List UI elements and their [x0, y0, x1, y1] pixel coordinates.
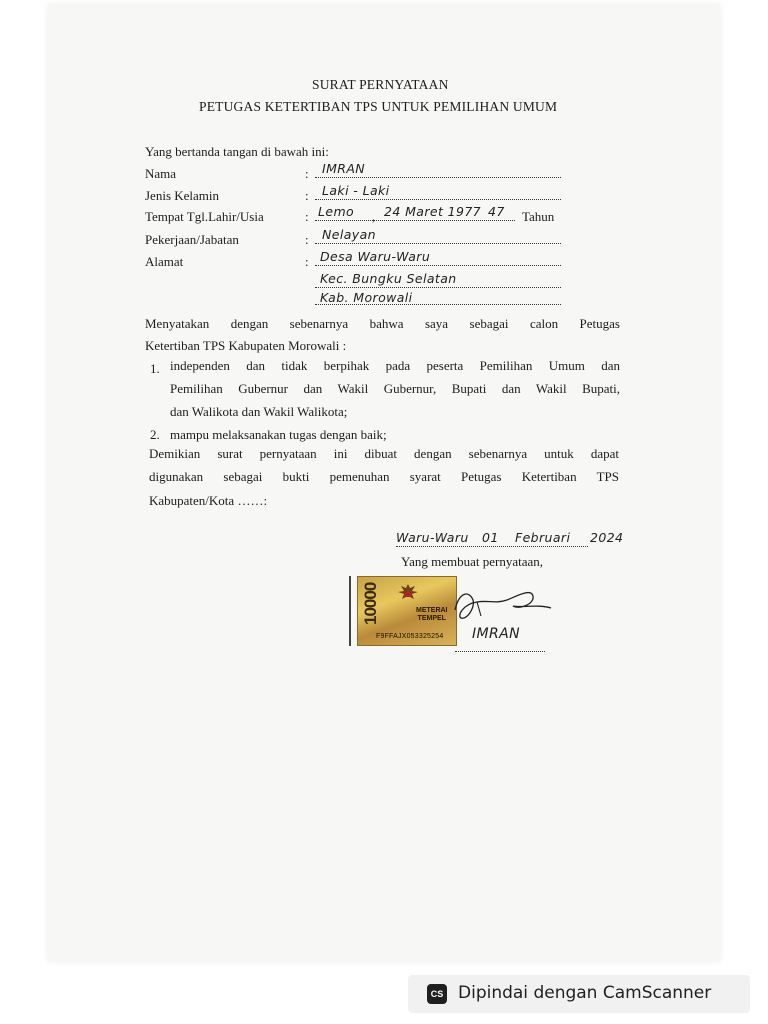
- item-1-line-3: dan Walikota dan Wakil Walikota;: [170, 404, 348, 419]
- document-title: SURAT PERNYATAAN: [312, 77, 449, 92]
- dotted-line: [315, 265, 561, 266]
- field-value-ttl-age: 47: [488, 204, 505, 219]
- signing-month: Februari: [515, 530, 571, 545]
- dotted-line: [315, 177, 561, 178]
- field-label-ttl: Tempat Tgl.Lahir/Usia: [145, 209, 264, 224]
- signing-place: Waru-Waru: [396, 530, 469, 545]
- item-1-number: 1.: [150, 361, 160, 376]
- field-ttl-suffix: Tahun: [522, 209, 555, 224]
- signature-scribble: [447, 582, 557, 632]
- dotted-line: [315, 199, 561, 200]
- signing-day: 01: [482, 530, 499, 545]
- document-subtitle: PETUGAS KETERTIBAN TPS UNTUK PEMILIHAN UMUM: [199, 99, 558, 114]
- dotted-line: [315, 220, 515, 221]
- signing-year: 2024: [590, 530, 624, 545]
- field-label-pekerjaan: Pekerjaan/Jabatan: [145, 232, 239, 247]
- garuda-emblem-icon: [396, 582, 420, 606]
- colon: :: [305, 254, 309, 269]
- field-value-pekerjaan: Nelayan: [322, 227, 376, 242]
- item-2-number: 2.: [150, 427, 160, 442]
- item-2-text: mampu melaksanakan tugas dengan baik;: [170, 427, 387, 442]
- item-1-line-1: independen dan tidak berpihak pada peserta Pemilihan Umum dan: [170, 358, 620, 373]
- item-1-line-2: Pemilihan Gubernur dan Wakil Gubernur, Bupati dan Wakil Bupati,: [170, 381, 620, 396]
- statement-line-2: Ketertiban TPS Kabupaten Morowali :: [145, 338, 347, 353]
- field-value-jenis-kelamin: Laki - Laki: [322, 183, 390, 198]
- field-label-alamat: Alamat: [145, 254, 184, 269]
- camscanner-badge: [408, 975, 750, 1013]
- field-value-alamat-1: Desa Waru-Waru: [320, 249, 431, 264]
- stamp-serial: F9FFAJX053325254: [376, 633, 444, 640]
- camscanner-logo-icon: CS: [427, 984, 447, 1004]
- colon: :: [305, 209, 309, 224]
- comma: ,: [372, 209, 376, 224]
- colon: :: [305, 166, 309, 181]
- dotted-line: [455, 651, 545, 652]
- camscanner-text: Dipindai dengan CamScanner: [458, 983, 712, 1003]
- closing-line-2: digunakan sebagai bukti pemenuhan syarat Petugas Ketertiban TPS: [149, 469, 619, 484]
- statement-line-1: Menyatakan dengan sebenarnya bahwa saya sebagai calon Petugas: [145, 316, 620, 331]
- signer-name: IMRAN: [472, 626, 520, 642]
- closing-line-3: Kabupaten/Kota ……:: [149, 493, 268, 508]
- field-label-jenis-kelamin: Jenis Kelamin: [145, 188, 220, 203]
- stamp-value: 10000: [361, 582, 380, 625]
- dotted-line: [315, 243, 561, 244]
- dotted-line: [396, 546, 588, 547]
- field-value-nama: IMRAN: [322, 161, 366, 176]
- field-value-ttl-place: Lemo: [318, 204, 355, 219]
- stamp-label: METERAI TEMPEL: [416, 607, 448, 622]
- field-value-ttl-date: 24 Maret 1977: [384, 204, 482, 219]
- colon: :: [305, 232, 309, 247]
- intro-text: Yang bertanda tangan di bawah ini:: [145, 144, 329, 159]
- closing-line-1: Demikian surat pernyataan ini dibuat dengan sebenarnya untuk dapat: [149, 446, 619, 461]
- field-value-alamat-3: Kab. Morowali: [320, 290, 413, 305]
- dotted-line: [315, 287, 561, 288]
- field-label-nama: Nama: [145, 166, 177, 181]
- colon: :: [305, 188, 309, 203]
- field-value-alamat-2: Kec. Bungku Selatan: [320, 271, 457, 286]
- signer-caption: Yang membuat pernyataan,: [401, 554, 544, 569]
- meterai-stamp: [357, 576, 457, 646]
